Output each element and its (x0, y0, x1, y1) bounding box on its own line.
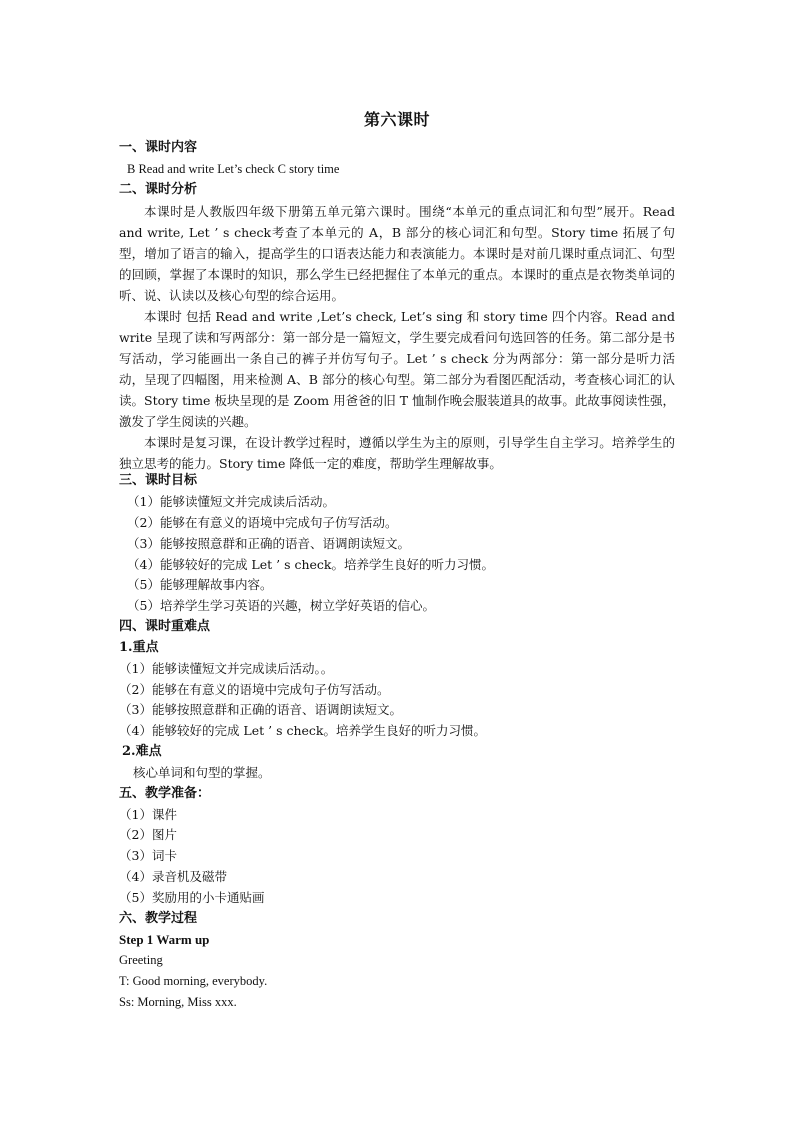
objective-item: （4）能够较好的完成 Let ’ s check。培养学生良好的听力习惯。 (127, 557, 494, 572)
key-point-item: （3）能够按照意群和正确的语音、语调朗读短文。 (119, 702, 402, 717)
step-heading: Step 1 Warm up (119, 932, 210, 947)
section-heading-analysis: 二、课时分析 (119, 182, 198, 197)
objective-item: （5）培养学生学习英语的兴趣，树立学好英语的信心。 (127, 598, 435, 613)
section-heading-preparation: 五、教学准备： (119, 786, 211, 801)
subheading-difficulties: 2.难点 (122, 744, 162, 759)
process-line: Ss: Morning, Miss xxx. (119, 995, 237, 1009)
section-heading-key-points: 四、课时重难点 (119, 619, 211, 634)
preparation-item: （3）词卡 (119, 848, 177, 863)
lesson-content-line: B Read and write Let’s check C story time (127, 162, 340, 176)
objective-item: （2）能够在有意义的语境中完成句子仿写活动。 (127, 515, 398, 530)
preparation-item: （1）课件 (119, 807, 177, 822)
process-line: Greeting (119, 953, 163, 967)
section-heading-content: 一、课时内容 (119, 140, 198, 155)
section-heading-process: 六、教学过程 (119, 911, 198, 926)
difficulty-text: 核心单词和句型的掌握。 (133, 765, 271, 780)
key-point-item: （4）能够较好的完成 Let ’ s check。培养学生良好的听力习惯。 (119, 723, 486, 738)
analysis-paragraph-2: 本课时 包括 Read and write ,Let’s check, Let’s sing 和 story time 四个内容。Read and write 呈现了读和写两部分：第一部分是一篇短文，学生要完成看问句选回答的任务。第二部分是书写活动，学习能画出一条自己的裤子并仿写句子。Let ’ s check 分为两部分：第一部分是听力活动，呈现了四幅图，用来检测 A、B 部分的核心句型。第二部分为看图匹配活动，考查核心词汇的认读。Story time 板块呈现的是 Zoom 用爸爸的旧 T 恤制作晚会服装道具的故事。此故事阅读性强，激发了学生阅读的兴趣。 (119, 309, 675, 429)
preparation-item: （4）录音机及磁带 (119, 869, 227, 884)
objective-item: （1）能够读懂短文并完成读后活动。 (127, 494, 335, 509)
objective-item: （5）能够理解故事内容。 (127, 577, 273, 592)
analysis-paragraph-1: 本课时是人教版四年级下册第五单元第六课时。围绕“本单元的重点词汇和句型”展开。Read and write, Let ’ s check考查了本单元的 A，B 部分的核心词汇和句型。Story time 拓展了句型，增加了语言的输入，提高学生的口语表达能力和表演能力。本课时是对前几课时重点词汇、句型的回顾，掌握了本课时的知识，那么学生已经把握住了本单元的重点。本课时的重点是衣物类单词的听、说、认读以及核心句型的综合运用。 (119, 204, 675, 303)
subheading-key-points: 1.重点 (119, 640, 159, 655)
objective-item: （3）能够按照意群和正确的语音、语调朗读短文。 (127, 536, 410, 551)
preparation-item: （5）奖励用的小卡通贴画 (119, 890, 265, 905)
section-heading-objectives: 三、课时目标 (119, 473, 198, 488)
process-line: T: Good morning, everybody. (119, 974, 268, 988)
page-title: 第六课时 (363, 110, 430, 129)
analysis-paragraph-3: 本课时是复习课，在设计教学过程时，遵循以学生为主的原则，引导学生自主学习。培养学生的独立思考的能力。Story time 降低一定的难度，帮助学生理解故事。 (119, 435, 675, 471)
preparation-item: （2）图片 (119, 827, 177, 842)
key-point-item: （2）能够在有意义的语境中完成句子仿写活动。 (119, 682, 390, 697)
key-point-item: （1）能够读懂短文并完成读后活动。。 (119, 661, 334, 676)
